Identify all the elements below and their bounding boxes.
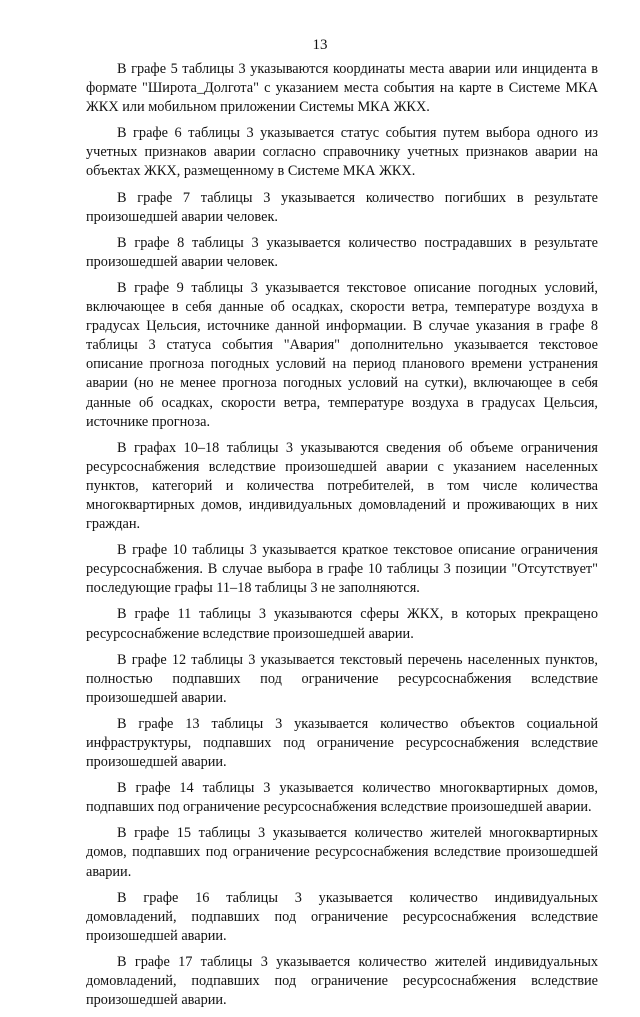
paragraph-column-17: В графе 17 таблицы 3 указывается количество жителей индивидуальных домовладений, подпавших под ограничение ресурсоснабжения вследствие произошедшей аварии.: [86, 953, 598, 1009]
page-number: 13: [312, 37, 328, 53]
paragraph-column-12: В графе 12 таблицы 3 указывается текстовый перечень населенных пунктов, полностью подпавших под ограничение ресурсоснабжения вследствие произошедшей аварии.: [86, 651, 598, 706]
paragraph-column-15: В графе 15 таблицы 3 указывается количество жителей многоквартирных домов, подпавших под ограничение ресурсоснабжения вследствие произошедшей аварии.: [86, 825, 598, 880]
paragraph-column-11: В графе 11 таблицы 3 указываются сферы ЖКХ, в которых прекращено ресурсоснабжение вследствие произошедшей аварии.: [86, 606, 598, 642]
paragraph-column-6: В графе 6 таблицы 3 указывается статус события путем выбора одного из учетных признаков аварии согласно справочнику учетных признаков аварии на объектах ЖКХ, размещенному в Системе МКА ЖКХ.: [86, 125, 598, 180]
paragraph-column-14: В графе 14 таблицы 3 указывается количество многоквартирных домов, подпавших под ограничение ресурсоснабжения вследствие произошедшей аварии.: [86, 780, 598, 816]
paragraph-columns-10-18: В графах 10–18 таблицы 3 указываются сведения об объеме ограничения ресурсоснабжения вследствие произошедшей аварии с указанием населенных пунктов, категорий и количества потребителей, в том числе количества многоквартирных домов, индивидуальных домовладений и проживающих в них граждан.: [86, 439, 598, 533]
paragraph-column-9: В графе 9 таблицы 3 указывается текстовое описание погодных условий, включающее в себя данные об осадках, скорости ветра, температуре воздуха в градусах Цельсия, источнике данной информации. В случае указания в графе 8 таблицы 3 статуса события "Авария" дополнительно указывается текстовое описание прогноза погодных условий на период планового времени устранения аварии (но не менее прогноза погодных условий на сутки), включающее в себя данные об осадках, скорости ветра, температуре воздуха в градусах Цельсия, источнике прогноза.: [86, 279, 598, 430]
paragraph-column-5: В графе 5 таблицы 3 указываются координаты места аварии или инцидента в формате "Широта_Долгота" с указанием места события на карте в Системе МКА ЖКХ или мобильном приложении Системы МКА ЖКХ.: [86, 61, 598, 116]
paragraph-column-7: В графе 7 таблицы 3 указывается количество погибших в результате произошедшей аварии человек.: [86, 189, 598, 225]
paragraph-column-8: В графе 8 таблицы 3 указывается количество пострадавших в результате произошедшей аварии человек.: [86, 234, 598, 270]
paragraph-column-10: В графе 10 таблицы 3 указывается краткое текстовое описание ограничения ресурсоснабжения. В случае выбора в графе 10 таблицы 3 позиции "Отсутствует" последующие графы 11–18 таблицы 3 не заполняются.: [86, 542, 598, 597]
paragraph-column-16: В графе 16 таблицы 3 указывается количество индивидуальных домовладений, подпавших под ограничение ресурсоснабжения вследствие произошедшей аварии.: [86, 889, 598, 944]
body-text: [86, 60, 598, 1017]
paragraph-column-13: В графе 13 таблицы 3 указывается количество объектов социальной инфраструктуры, подпавших под ограничение ресурсоснабжения вследствие произошедшей аварии.: [86, 715, 598, 771]
